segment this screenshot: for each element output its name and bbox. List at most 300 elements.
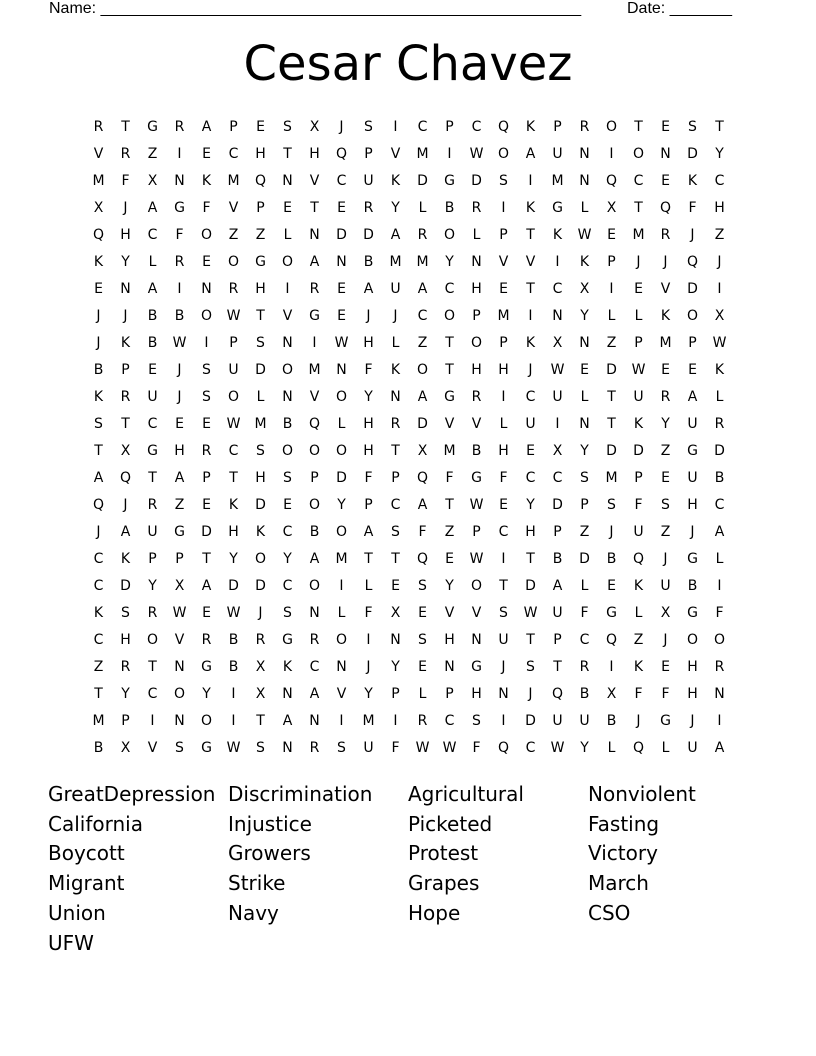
grid-cell: L: [715, 389, 724, 405]
grid-cell: F: [715, 605, 724, 621]
grid-cell: Y: [580, 443, 589, 459]
grid-cell: V: [390, 146, 401, 162]
grid-cell: C: [552, 281, 563, 297]
grid-cell: C: [147, 686, 158, 702]
grid-cell: Q: [605, 632, 618, 648]
grid-cell: U: [633, 524, 644, 540]
word-list-item: Injustice: [228, 811, 312, 836]
grid-cell: T: [499, 578, 508, 594]
grid-cell: J: [609, 524, 614, 540]
grid-cell: A: [714, 740, 725, 756]
grid-cell: U: [579, 713, 590, 729]
grid-row: [85, 519, 733, 546]
grid-cell: M: [92, 713, 105, 729]
grid-cell: I: [312, 335, 317, 351]
grid-cell: Q: [416, 470, 429, 486]
grid-cell: G: [147, 119, 158, 135]
grid-cell: N: [336, 362, 347, 378]
grid-cell: K: [633, 659, 644, 675]
grid-cell: N: [309, 227, 320, 243]
grid-cell: R: [714, 416, 725, 432]
grid-cell: I: [501, 389, 506, 405]
grid-cell: Z: [660, 443, 671, 459]
grid-cell: L: [418, 200, 427, 216]
grid-row: [85, 168, 733, 195]
grid-cell: N: [660, 146, 671, 162]
grid-cell: D: [363, 227, 374, 243]
grid-cell: P: [553, 119, 562, 135]
grid-cell: A: [147, 281, 158, 297]
grid-row: [85, 195, 733, 222]
grid-cell: J: [123, 497, 128, 513]
grid-cell: D: [228, 578, 239, 594]
grid-cell: V: [309, 173, 320, 189]
grid-cell: Y: [283, 551, 292, 567]
grid-cell: O: [605, 119, 618, 135]
grid-cell: B: [579, 686, 590, 702]
grid-cell: O: [308, 443, 321, 459]
grid-cell: I: [447, 146, 452, 162]
grid-cell: S: [472, 713, 481, 729]
grid-cell: H: [228, 524, 239, 540]
grid-cell: S: [391, 524, 400, 540]
grid-cell: J: [690, 227, 695, 243]
grid-cell: K: [120, 335, 131, 351]
grid-cell: T: [526, 551, 535, 567]
grid-cell: I: [231, 686, 236, 702]
grid-cell: Q: [632, 551, 645, 567]
word-list-item: Grapes: [408, 871, 480, 896]
grid-cell: C: [147, 227, 158, 243]
grid-row: [85, 735, 733, 762]
grid-cell: H: [471, 281, 482, 297]
grid-cell: P: [391, 470, 400, 486]
grid-cell: I: [177, 146, 182, 162]
grid-cell: A: [147, 200, 158, 216]
grid-cell: Y: [391, 659, 400, 675]
grid-cell: T: [283, 146, 292, 162]
grid-cell: U: [147, 389, 158, 405]
grid-cell: T: [445, 497, 454, 513]
grid-cell: R: [228, 281, 239, 297]
grid-cell: D: [525, 578, 536, 594]
grid-cell: K: [525, 335, 536, 351]
grid-cell: Z: [714, 227, 725, 243]
grid-cell: T: [634, 200, 643, 216]
word-list-item: Agricultural: [408, 782, 524, 806]
grid-cell: Y: [121, 686, 130, 702]
grid-cell: G: [444, 389, 455, 405]
grid-cell: H: [471, 362, 482, 378]
grid-cell: F: [499, 470, 508, 486]
grid-cell: N: [282, 740, 293, 756]
grid-cell: A: [552, 578, 563, 594]
grid-row: [85, 276, 733, 303]
grid-cell: G: [606, 605, 617, 621]
grid-cell: W: [550, 362, 565, 378]
grid-cell: P: [121, 713, 130, 729]
grid-cell: I: [204, 335, 209, 351]
grid-cell: Y: [229, 551, 238, 567]
grid-cell: Y: [526, 497, 535, 513]
grid-cell: I: [339, 713, 344, 729]
grid-cell: F: [418, 524, 427, 540]
grid-cell: N: [309, 713, 320, 729]
grid-cell: D: [714, 443, 725, 459]
grid-cell: P: [121, 362, 130, 378]
word-list-item: Migrant: [48, 871, 125, 896]
grid-cell: A: [417, 497, 428, 513]
grid-cell: N: [714, 686, 725, 702]
grid-row: [85, 438, 733, 465]
word-list-item: Fasting: [588, 811, 660, 836]
grid-cell: I: [528, 173, 533, 189]
grid-cell: F: [364, 470, 373, 486]
grid-row: [85, 627, 733, 654]
grid-cell: V: [498, 254, 509, 270]
grid-cell: H: [120, 632, 131, 648]
grid-cell: W: [712, 335, 727, 351]
grid-cell: P: [445, 119, 454, 135]
word-list-item: Discrimination: [228, 782, 373, 806]
grid-cell: G: [444, 173, 455, 189]
grid-cell: Q: [119, 470, 132, 486]
grid-cell: T: [391, 551, 400, 567]
grid-cell: W: [469, 497, 484, 513]
grid-cell: A: [687, 389, 698, 405]
grid-cell: E: [661, 470, 670, 486]
grid-cell: P: [634, 470, 643, 486]
grid-cell: A: [363, 524, 374, 540]
grid-cell: V: [444, 416, 455, 432]
grid-cell: E: [283, 200, 292, 216]
grid-cell: L: [283, 227, 292, 243]
grid-cell: X: [606, 200, 617, 216]
grid-cell: E: [526, 443, 535, 459]
grid-cell: N: [174, 713, 185, 729]
grid-cell: K: [633, 578, 644, 594]
grid-cell: U: [633, 389, 644, 405]
grid-cell: S: [337, 740, 346, 756]
grid-cell: O: [470, 335, 483, 351]
grid-cell: T: [94, 686, 103, 702]
grid-cell: Y: [364, 389, 373, 405]
grid-cell: I: [555, 416, 560, 432]
grid-cell: O: [497, 146, 510, 162]
grid-cell: C: [228, 443, 239, 459]
grid-cell: J: [366, 659, 371, 675]
grid-cell: J: [528, 362, 533, 378]
grid-cell: V: [471, 605, 482, 621]
grid-cell: I: [501, 713, 506, 729]
grid-cell: O: [200, 713, 213, 729]
grid-cell: W: [442, 740, 457, 756]
grid-cell: U: [390, 281, 401, 297]
grid-cell: F: [580, 605, 589, 621]
grid-cell: W: [550, 740, 565, 756]
grid-cell: C: [93, 632, 104, 648]
word-list-item: GreatDepression: [48, 782, 216, 806]
grid-cell: U: [552, 605, 563, 621]
grid-cell: O: [200, 227, 213, 243]
grid-cell: R: [390, 416, 401, 432]
grid-cell: V: [228, 200, 239, 216]
grid-cell: K: [525, 200, 536, 216]
grid-cell: C: [525, 470, 536, 486]
grid-cell: R: [120, 389, 131, 405]
grid-cell: J: [123, 308, 128, 324]
grid-cell: I: [717, 281, 722, 297]
grid-cell: D: [255, 362, 266, 378]
grid-cell: L: [418, 686, 427, 702]
grid-cell: Y: [715, 146, 724, 162]
word-list-item: Victory: [588, 841, 658, 866]
grid-cell: U: [363, 173, 374, 189]
grid-cell: L: [256, 389, 265, 405]
grid-cell: T: [526, 281, 535, 297]
grid-cell: Z: [147, 146, 158, 162]
grid-cell: Q: [92, 227, 105, 243]
grid-cell: D: [633, 443, 644, 459]
grid-cell: M: [335, 551, 348, 567]
grid-cell: T: [634, 119, 643, 135]
grid-cell: U: [687, 740, 698, 756]
grid-cell: D: [687, 146, 698, 162]
grid-cell: N: [444, 659, 455, 675]
grid-cell: M: [443, 443, 456, 459]
grid-row: [85, 357, 733, 384]
grid-cell: J: [636, 713, 641, 729]
grid-cell: P: [472, 524, 481, 540]
grid-cell: S: [418, 578, 427, 594]
grid-cell: K: [93, 605, 104, 621]
grid-cell: O: [632, 146, 645, 162]
grid-cell: J: [123, 200, 128, 216]
grid-cell: T: [364, 551, 373, 567]
grid-cell: G: [687, 443, 698, 459]
grid-cell: E: [256, 119, 265, 135]
grid-cell: P: [148, 551, 157, 567]
grid-cell: Q: [659, 200, 672, 216]
grid-cell: H: [498, 443, 509, 459]
grid-cell: J: [690, 524, 695, 540]
grid-cell: A: [282, 713, 293, 729]
grid-cell: O: [335, 389, 348, 405]
grid-cell: G: [174, 524, 185, 540]
grid-cell: R: [579, 119, 590, 135]
grid-cell: Y: [148, 578, 157, 594]
grid-cell: N: [120, 281, 131, 297]
grid-cell: H: [309, 146, 320, 162]
grid-cell: P: [202, 470, 211, 486]
grid-cell: M: [497, 308, 510, 324]
grid-cell: V: [282, 308, 293, 324]
grid-cell: A: [390, 227, 401, 243]
grid-cell: X: [552, 443, 563, 459]
grid-cell: B: [714, 470, 725, 486]
grid-cell: A: [525, 146, 536, 162]
grid-cell: F: [391, 740, 400, 756]
grid-cell: N: [309, 605, 320, 621]
grid-cell: T: [445, 335, 454, 351]
grid-cell: Q: [605, 173, 618, 189]
grid-cell: E: [661, 659, 670, 675]
grid-cell: O: [227, 254, 240, 270]
word-list-item: Growers: [228, 841, 311, 866]
grid-cell: W: [226, 605, 241, 621]
grid-cell: E: [337, 281, 346, 297]
grid-cell: A: [93, 470, 104, 486]
grid-cell: O: [335, 443, 348, 459]
grid-cell: X: [579, 281, 590, 297]
grid-cell: B: [147, 308, 158, 324]
grid-cell: S: [202, 389, 211, 405]
grid-cell: M: [659, 335, 672, 351]
grid-cell: J: [366, 308, 371, 324]
grid-cell: T: [256, 713, 265, 729]
grid-cell: P: [445, 686, 454, 702]
grid-cell: O: [335, 632, 348, 648]
grid-cell: N: [282, 686, 293, 702]
grid-cell: J: [393, 308, 398, 324]
grid-cell: P: [634, 335, 643, 351]
grid-cell: Q: [497, 119, 510, 135]
grid-cell: P: [364, 146, 373, 162]
grid-cell: G: [147, 443, 158, 459]
grid-cell: B: [93, 740, 104, 756]
grid-cell: D: [525, 713, 536, 729]
grid-cell: S: [256, 335, 265, 351]
grid-cell: S: [283, 470, 292, 486]
grid-cell: L: [607, 308, 616, 324]
grid-cell: D: [336, 470, 347, 486]
grid-cell: N: [390, 389, 401, 405]
grid-cell: P: [499, 335, 508, 351]
grid-cell: R: [660, 227, 671, 243]
grid-cell: T: [121, 119, 130, 135]
grid-cell: Y: [391, 200, 400, 216]
grid-cell: A: [714, 524, 725, 540]
grid-cell: G: [471, 659, 482, 675]
grid-cell: N: [174, 173, 185, 189]
grid-cell: E: [175, 416, 184, 432]
grid-cell: O: [200, 308, 213, 324]
grid-cell: S: [283, 605, 292, 621]
grid-cell: I: [717, 578, 722, 594]
grid-cell: W: [415, 740, 430, 756]
grid-cell: I: [555, 254, 560, 270]
grid-cell: B: [228, 659, 239, 675]
grid-cell: N: [471, 632, 482, 648]
grid-cell: H: [471, 686, 482, 702]
grid-cell: Y: [580, 740, 589, 756]
grid-cell: Q: [308, 416, 321, 432]
grid-cell: N: [174, 659, 185, 675]
grid-cell: X: [606, 686, 617, 702]
grid-cell: N: [282, 389, 293, 405]
grid-cell: M: [362, 713, 375, 729]
grid-cell: P: [688, 335, 697, 351]
grid-cell: F: [634, 497, 643, 513]
grid-cell: M: [551, 173, 564, 189]
grid-cell: Z: [255, 227, 266, 243]
grid-cell: R: [417, 227, 428, 243]
grid-cell: E: [202, 497, 211, 513]
grid-cell: Q: [416, 551, 429, 567]
grid-cell: R: [147, 497, 158, 513]
grid-cell: S: [526, 659, 535, 675]
grid-cell: N: [336, 254, 347, 270]
word-list-item: UFW: [48, 930, 94, 955]
grid-cell: C: [228, 146, 239, 162]
grid-cell: X: [120, 740, 131, 756]
grid-cell: K: [552, 227, 563, 243]
grid-cell: K: [633, 416, 644, 432]
grid-row: [85, 114, 733, 141]
grid-cell: A: [201, 578, 212, 594]
grid-cell: S: [661, 497, 670, 513]
grid-cell: U: [660, 578, 671, 594]
grid-row: [85, 600, 733, 627]
grid-cell: L: [472, 227, 481, 243]
grid-cell: D: [606, 362, 617, 378]
grid-cell: G: [282, 632, 293, 648]
grid-cell: F: [175, 227, 184, 243]
grid-cell: G: [687, 605, 698, 621]
grid-cell: K: [660, 308, 671, 324]
grid-cell: F: [661, 686, 670, 702]
grid-cell: N: [282, 335, 293, 351]
grid-cell: K: [714, 362, 725, 378]
grid-cell: E: [391, 578, 400, 594]
grid-cell: D: [201, 524, 212, 540]
grid-cell: Z: [174, 497, 185, 513]
grid-cell: J: [528, 686, 533, 702]
grid-cell: B: [309, 524, 320, 540]
grid-cell: E: [499, 281, 508, 297]
grid-cell: M: [416, 146, 429, 162]
grid-cell: N: [336, 659, 347, 675]
grid-cell: W: [172, 605, 187, 621]
grid-cell: E: [688, 362, 697, 378]
grid-cell: O: [443, 227, 456, 243]
grid-row: [85, 465, 733, 492]
grid-cell: C: [93, 551, 104, 567]
grid-cell: E: [418, 605, 427, 621]
word-list-item: California: [48, 811, 143, 836]
grid-cell: E: [283, 497, 292, 513]
grid-cell: K: [525, 119, 536, 135]
grid-cell: R: [174, 254, 185, 270]
grid-cell: B: [606, 713, 617, 729]
grid-cell: I: [366, 632, 371, 648]
grid-cell: Z: [606, 335, 617, 351]
grid-cell: H: [174, 443, 185, 459]
word-list-item: Strike: [228, 871, 286, 896]
grid-cell: B: [147, 335, 158, 351]
grid-cell: V: [660, 281, 671, 297]
grid-cell: I: [339, 578, 344, 594]
grid-cell: S: [256, 443, 265, 459]
grid-cell: S: [364, 119, 373, 135]
grid-cell: Y: [661, 416, 670, 432]
grid-cell: C: [147, 416, 158, 432]
grid-cell: B: [363, 254, 374, 270]
grid-cell: K: [390, 173, 401, 189]
grid-cell: L: [580, 389, 589, 405]
grid-cell: J: [339, 119, 344, 135]
grid-cell: V: [336, 686, 347, 702]
